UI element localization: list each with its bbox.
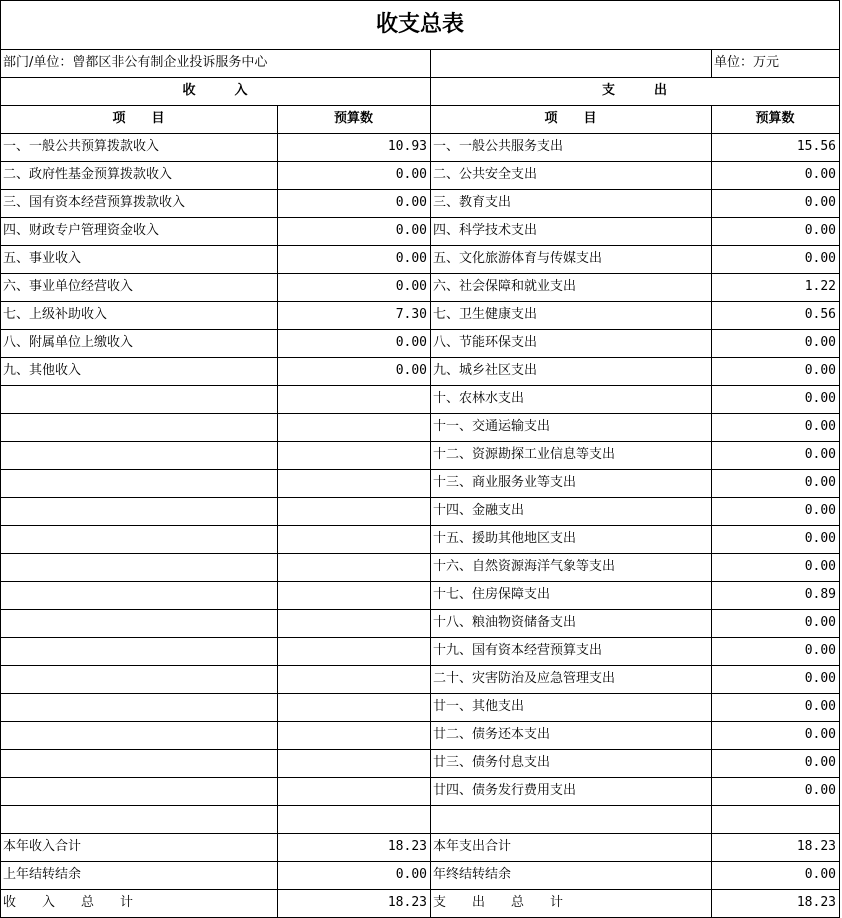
income-item: 五、事业收入: [3, 251, 82, 266]
expense-value: 0.00: [804, 699, 836, 714]
expense-item: 一、一般公共服务支出: [433, 139, 564, 154]
income-section-header: 收 入: [182, 83, 248, 98]
sheet-title: 收支总表: [375, 12, 464, 37]
expense-value: 15.56: [796, 139, 836, 154]
expense-item: 十七、住房保障支出: [433, 587, 551, 602]
expense-value: 0.00: [804, 615, 836, 630]
expense-item: 六、社会保障和就业支出: [433, 279, 577, 294]
expense-value: 0.00: [804, 755, 836, 770]
expense-section-header: 支 出: [601, 83, 667, 98]
expense-item: 廿三、债务付息支出: [433, 755, 551, 770]
expense-item: 十六、自然资源海洋气象等支出: [433, 559, 616, 574]
expense-value: 1.22: [804, 279, 836, 294]
expense-value: 0.00: [804, 643, 836, 658]
expense-item: 十八、粮油物资储备支出: [433, 615, 577, 630]
column-header-item: 项 目: [544, 111, 597, 126]
expense-value: 0.00: [804, 335, 836, 350]
income-value: 0.00: [395, 335, 427, 350]
expense-value: 0.00: [804, 195, 836, 210]
income-item: 九、其他收入: [3, 363, 82, 378]
income-value: 0.00: [395, 363, 427, 378]
summary-income-value: 18.23: [387, 839, 427, 854]
income-item: 四、财政专户管理资金收入: [3, 223, 160, 238]
column-header-budget: 预算数: [333, 111, 373, 126]
expense-item: 二十、灾害防治及应急管理支出: [433, 671, 616, 686]
income-value: 7.30: [395, 307, 427, 322]
expense-value: 0.00: [804, 391, 836, 406]
expense-item: 三、教育支出: [433, 195, 512, 210]
unit-label: 单位：万元: [714, 55, 780, 70]
expense-value: 0.00: [804, 503, 836, 518]
expense-value: 0.00: [804, 223, 836, 238]
expense-item: 二、公共安全支出: [433, 167, 538, 182]
summary-income-item: 上年结转结余: [3, 867, 82, 882]
summary-expense-value: 18.23: [796, 839, 836, 854]
expense-value: 0.89: [804, 587, 836, 602]
expense-item: 八、节能环保支出: [433, 335, 538, 350]
expense-item: 十九、国有资本经营预算支出: [433, 643, 603, 658]
expense-item: 五、文化旅游体育与传媒支出: [433, 251, 603, 266]
income-item: 三、国有资本经营预算拨款收入: [3, 195, 186, 210]
expense-item: 十五、援助其他地区支出: [433, 531, 577, 546]
expense-item: 十二、资源勘探工业信息等支出: [433, 447, 616, 462]
expense-value: 0.00: [804, 363, 836, 378]
expense-value: 0.56: [804, 307, 836, 322]
summary-income-value: 0.00: [395, 867, 427, 882]
summary-income-value: 18.23: [387, 895, 427, 910]
income-value: 0.00: [395, 195, 427, 210]
expense-item: 九、城乡社区支出: [433, 363, 538, 378]
income-value: 10.93: [387, 139, 427, 154]
expense-item: 十四、金融支出: [433, 503, 525, 518]
income-value: 0.00: [395, 223, 427, 238]
expense-item: 廿二、债务还本支出: [433, 727, 551, 742]
income-item: 六、事业单位经营收入: [3, 279, 134, 294]
summary-income-item: 收 入 总 计: [3, 895, 134, 910]
income-value: 0.00: [395, 279, 427, 294]
summary-expense-item: 支 出 总 计: [433, 895, 564, 910]
summary-expense-item: 本年支出合计: [433, 839, 512, 854]
expense-item: 十三、商业服务业等支出: [433, 475, 577, 490]
expense-value: 0.00: [804, 559, 836, 574]
expense-item: 七、卫生健康支出: [433, 307, 538, 322]
grid-line: [0, 0, 840, 1]
expense-value: 0.00: [804, 167, 836, 182]
column-header-budget: 预算数: [755, 111, 795, 126]
expense-item: 廿四、债务发行费用支出: [433, 783, 577, 798]
income-value: 0.00: [395, 167, 427, 182]
expense-value: 0.00: [804, 531, 836, 546]
expense-value: 0.00: [804, 419, 836, 434]
summary-income-item: 本年收入合计: [3, 839, 82, 854]
income-item: 七、上级补助收入: [3, 307, 108, 322]
expense-value: 0.00: [804, 475, 836, 490]
expense-item: 十、农林水支出: [433, 391, 525, 406]
income-item: 一、一般公共预算拨款收入: [3, 139, 160, 154]
expense-item: 十一、交通运输支出: [433, 419, 551, 434]
expense-item: 四、科学技术支出: [433, 223, 538, 238]
expense-value: 0.00: [804, 727, 836, 742]
income-item: 八、附属单位上缴收入: [3, 335, 134, 350]
grid-line: [839, 0, 840, 918]
summary-expense-value: 0.00: [804, 867, 836, 882]
summary-expense-value: 18.23: [796, 895, 836, 910]
expense-item: 廿一、其他支出: [433, 699, 525, 714]
department-label: 部门/单位：曾都区非公有制企业投诉服务中心: [3, 55, 268, 70]
expense-value: 0.00: [804, 671, 836, 686]
expense-value: 0.00: [804, 783, 836, 798]
column-header-item: 项 目: [112, 111, 165, 126]
expense-value: 0.00: [804, 447, 836, 462]
summary-expense-item: 年终结转结余: [433, 867, 512, 882]
expense-value: 0.00: [804, 251, 836, 266]
income-item: 二、政府性基金预算拨款收入: [3, 167, 173, 182]
grid-line: [0, 805, 840, 806]
income-value: 0.00: [395, 251, 427, 266]
